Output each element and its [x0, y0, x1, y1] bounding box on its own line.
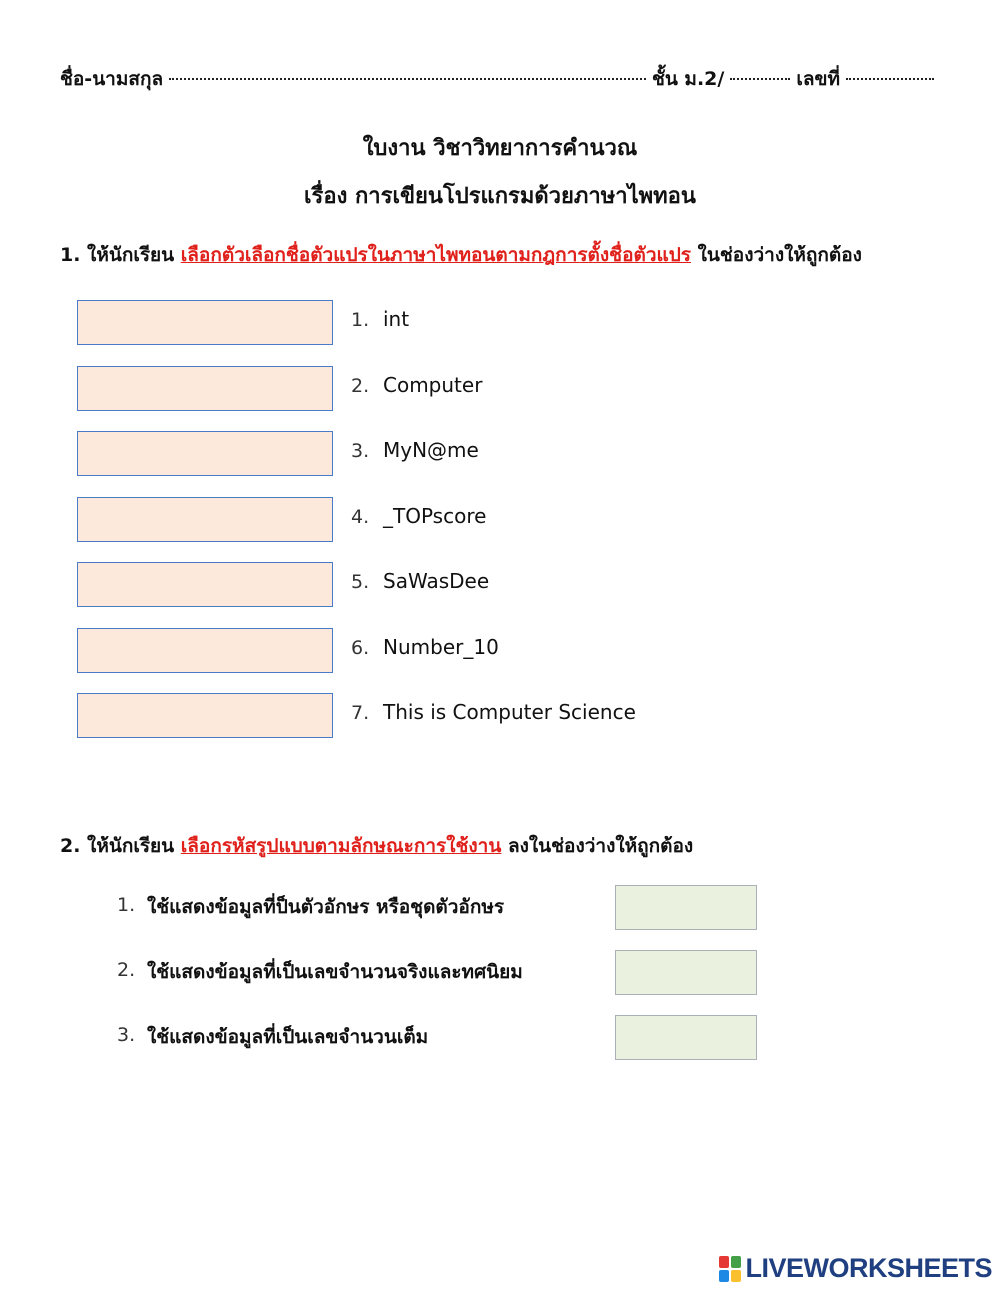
q1-item-number: 3. [351, 440, 370, 462]
q1-answer-box-1[interactable] [77, 300, 333, 345]
q1-item-text: _TOPscore [383, 504, 487, 528]
q2-item-number: 1. [117, 894, 136, 916]
q1-item-number: 1. [351, 309, 370, 331]
q1-answer-box-4[interactable] [77, 497, 333, 542]
q1-item-number: 4. [351, 506, 370, 528]
q1-item-text: int [383, 307, 410, 331]
q1-item-text: This is Computer Science [383, 700, 636, 724]
question-1-highlight: เลือกตัวเลือกชื่อตัวแปรในภาษาไพทอนตามกฎการตั้งชื่อตัวแปร [180, 244, 692, 266]
q1-answer-box-7[interactable] [77, 693, 333, 738]
class-dotted-blank [730, 77, 790, 80]
name-label: ชื่อ-นามสกุล [60, 68, 164, 90]
worksheet-title: ใบงาน วิชาวิทยาการคำนวณ [362, 136, 638, 161]
class-label: ชั้น ม.2/ [651, 68, 725, 90]
question-2-instruction [60, 831, 693, 861]
q1-item-text: SaWasDee [383, 569, 490, 593]
question-1-instruction [60, 240, 862, 270]
question-1-suffix: ในช่องว่างให้ถูกต้อง [691, 244, 862, 266]
q2-item-text: ใช้แสดงข้อมูลที่เป็นเลขจำนวนเต็ม [147, 1026, 429, 1048]
q1-item-text: Number_10 [383, 635, 499, 659]
q1-item-number: 7. [351, 702, 370, 724]
question-2-suffix: ลงในช่องว่างให้ถูกต้อง [501, 835, 694, 857]
q1-answer-box-6[interactable] [77, 628, 333, 673]
q1-item-text: MyN@me [383, 438, 479, 462]
q2-answer-box-1[interactable] [615, 885, 757, 930]
q2-item-number: 2. [117, 959, 136, 981]
q1-item-number: 5. [351, 571, 370, 593]
question-2-prefix: 2. ให้นักเรียน [60, 835, 181, 857]
q1-item-text: Computer [383, 373, 483, 397]
question-1-prefix: 1. ให้นักเรียน [60, 244, 181, 266]
q2-answer-box-3[interactable] [615, 1015, 757, 1060]
q2-item-text: ใช้แสดงข้อมูลที่เป็นเลขจำนวนจริงและทศนิยม [147, 961, 523, 983]
student-info-line [60, 64, 940, 94]
q1-item-number: 6. [351, 637, 370, 659]
number-dotted-blank [846, 77, 934, 80]
worksheet-subtitle: เรื่อง การเขียนโปรแกรมด้วยภาษาไพทอน [304, 184, 696, 209]
liveworksheets-logo-icon [719, 1256, 741, 1282]
number-label: เลขที่ [796, 68, 840, 90]
name-dotted-blank [169, 77, 646, 80]
q2-item-number: 3. [117, 1024, 136, 1046]
liveworksheets-logo [719, 1253, 992, 1284]
q1-answer-box-2[interactable] [77, 366, 333, 411]
liveworksheets-logo-text: LIVEWORKSHEETS [745, 1253, 992, 1283]
question-2-highlight: เลือกรหัสรูปแบบตามลักษณะการใช้งาน [180, 835, 502, 857]
q2-answer-box-2[interactable] [615, 950, 757, 995]
q1-item-number: 2. [351, 375, 370, 397]
q1-answer-box-3[interactable] [77, 431, 333, 476]
q2-item-text: ใช้แสดงข้อมูลที่ป็นตัวอักษร หรือชุดตัวอักษร [147, 896, 505, 918]
q1-answer-box-5[interactable] [77, 562, 333, 607]
